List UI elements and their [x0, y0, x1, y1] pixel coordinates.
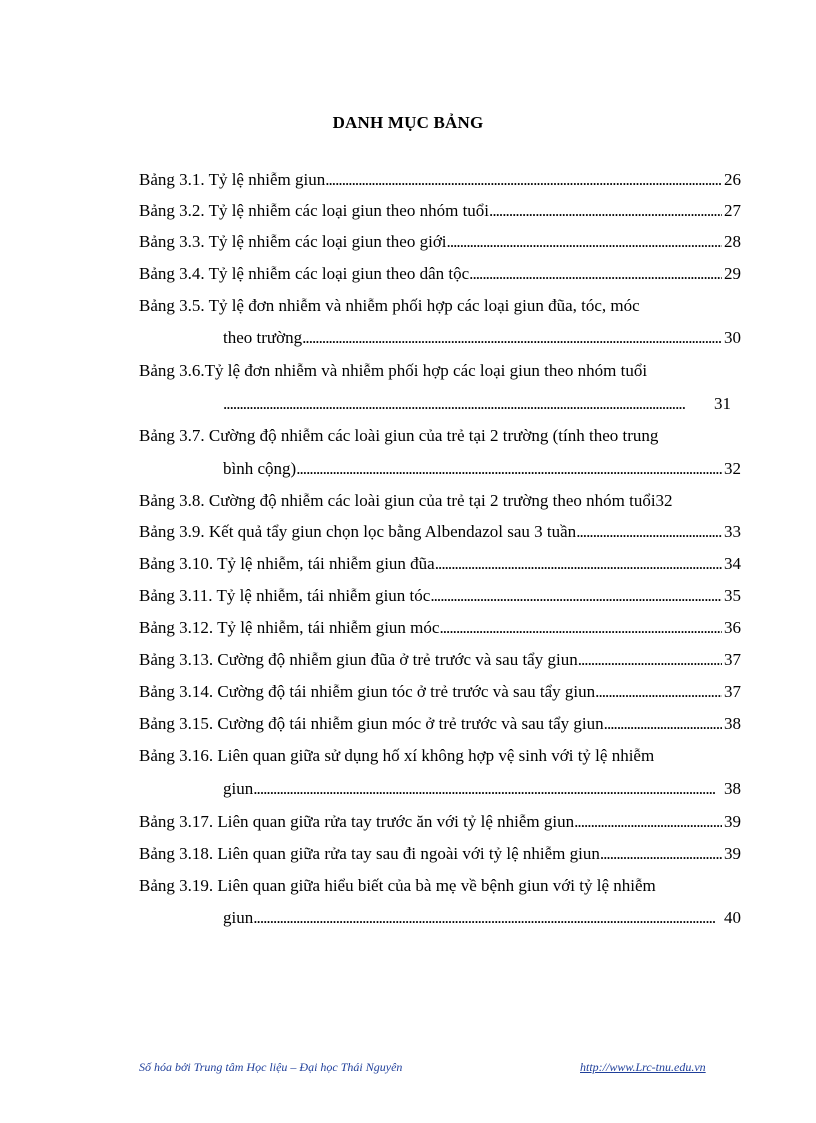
toc-entry[interactable]: Bảng 3.15. Cường độ tái nhiễm giun móc ở trẻ trước và sau tẩy giun . . . 38 [139, 709, 741, 739]
toc-entry-continuation[interactable]: . . . 31 [223, 389, 731, 419]
toc-entry[interactable]: Bảng 3.16. Liên quan giữa sử dụng hố xí không hợp vệ sinh với tỷ lệ nhiễm [139, 746, 655, 765]
toc-entry-continuation[interactable]: giun . . . 40 [223, 903, 741, 933]
toc-entry[interactable]: Bảng 3.19. Liên quan giữa hiểu biết của bà mẹ về bệnh giun với tỷ lệ nhiễm [139, 876, 656, 895]
toc-entry[interactable]: Bảng 3.14. Cường độ tái nhiễm giun tóc ở trẻ trước và sau tẩy giun . . . 37 [139, 677, 741, 707]
toc-entry[interactable]: Bảng 3.9. Kết quả tẩy giun chọn lọc bằng Albendazol sau 3 tuần . . . 33 [139, 517, 741, 547]
toc-entry-continuation[interactable]: bình cộng) . . . 32 [223, 454, 741, 484]
toc-entry[interactable]: Bảng 3.11. Tỷ lệ nhiễm, tái nhiễm giun tóc . . . 35 [139, 581, 741, 611]
toc-entry[interactable]: Bảng 3.17. Liên quan giữa rửa tay trước ăn với tỷ lệ nhiễm giun . . . 39 [139, 807, 741, 837]
toc-entry[interactable]: Bảng 3.10. Tỷ lệ nhiễm, tái nhiễm giun đũa . . . 34 [139, 549, 741, 579]
toc-entry[interactable]: Bảng 3.18. Liên quan giữa rửa tay sau đi ngoài với tỷ lệ nhiễm giun . . . 39 [139, 839, 741, 869]
footer-credit: Số hóa bởi Trung tâm Học liệu – Đại học Thái Nguyên [139, 1060, 403, 1074]
toc-entry[interactable]: Bảng 3.6.Tỷ lệ đơn nhiễm và nhiễm phối hợp các loại giun theo nhóm tuổi [139, 361, 648, 380]
toc-entry-continuation[interactable]: theo trường . . . 30 [223, 323, 741, 353]
page-title: DANH MỤC BẢNG [332, 113, 484, 132]
toc-entry[interactable]: Bảng 3.2. Tỷ lệ nhiễm các loại giun theo nhóm tuổi . . . 27 [139, 196, 741, 226]
toc-entry[interactable]: Bảng 3.5. Tỷ lệ đơn nhiễm và nhiễm phối hợp các loại giun đũa, tóc, móc [139, 296, 640, 315]
toc-entry-continuation[interactable]: giun . . . 38 [223, 774, 741, 804]
toc-entry[interactable]: Bảng 3.1. Tỷ lệ nhiễm giun . . . 26 [139, 165, 741, 195]
footer-link[interactable]: http://www.Lrc-tnu.edu.vn [580, 1060, 706, 1074]
toc-entry[interactable]: Bảng 3.4. Tỷ lệ nhiễm các loại giun theo dân tộc . . . 29 [139, 259, 741, 289]
toc-entry[interactable]: Bảng 3.8. Cường độ nhiễm các loài giun của trẻ tại 2 trường theo nhóm tuổi32 [139, 491, 673, 510]
toc-entry[interactable]: Bảng 3.13. Cường độ nhiễm giun đũa ở trẻ trước và sau tẩy giun . . . 37 [139, 645, 741, 675]
toc-entry[interactable]: Bảng 3.3. Tỷ lệ nhiễm các loại giun theo giới . . . 28 [139, 227, 741, 257]
toc-entry[interactable]: Bảng 3.7. Cường độ nhiễm các loài giun của trẻ tại 2 trường (tính theo trung [139, 426, 659, 445]
toc-entry[interactable]: Bảng 3.12. Tỷ lệ nhiễm, tái nhiễm giun móc . . . 36 [139, 613, 741, 643]
